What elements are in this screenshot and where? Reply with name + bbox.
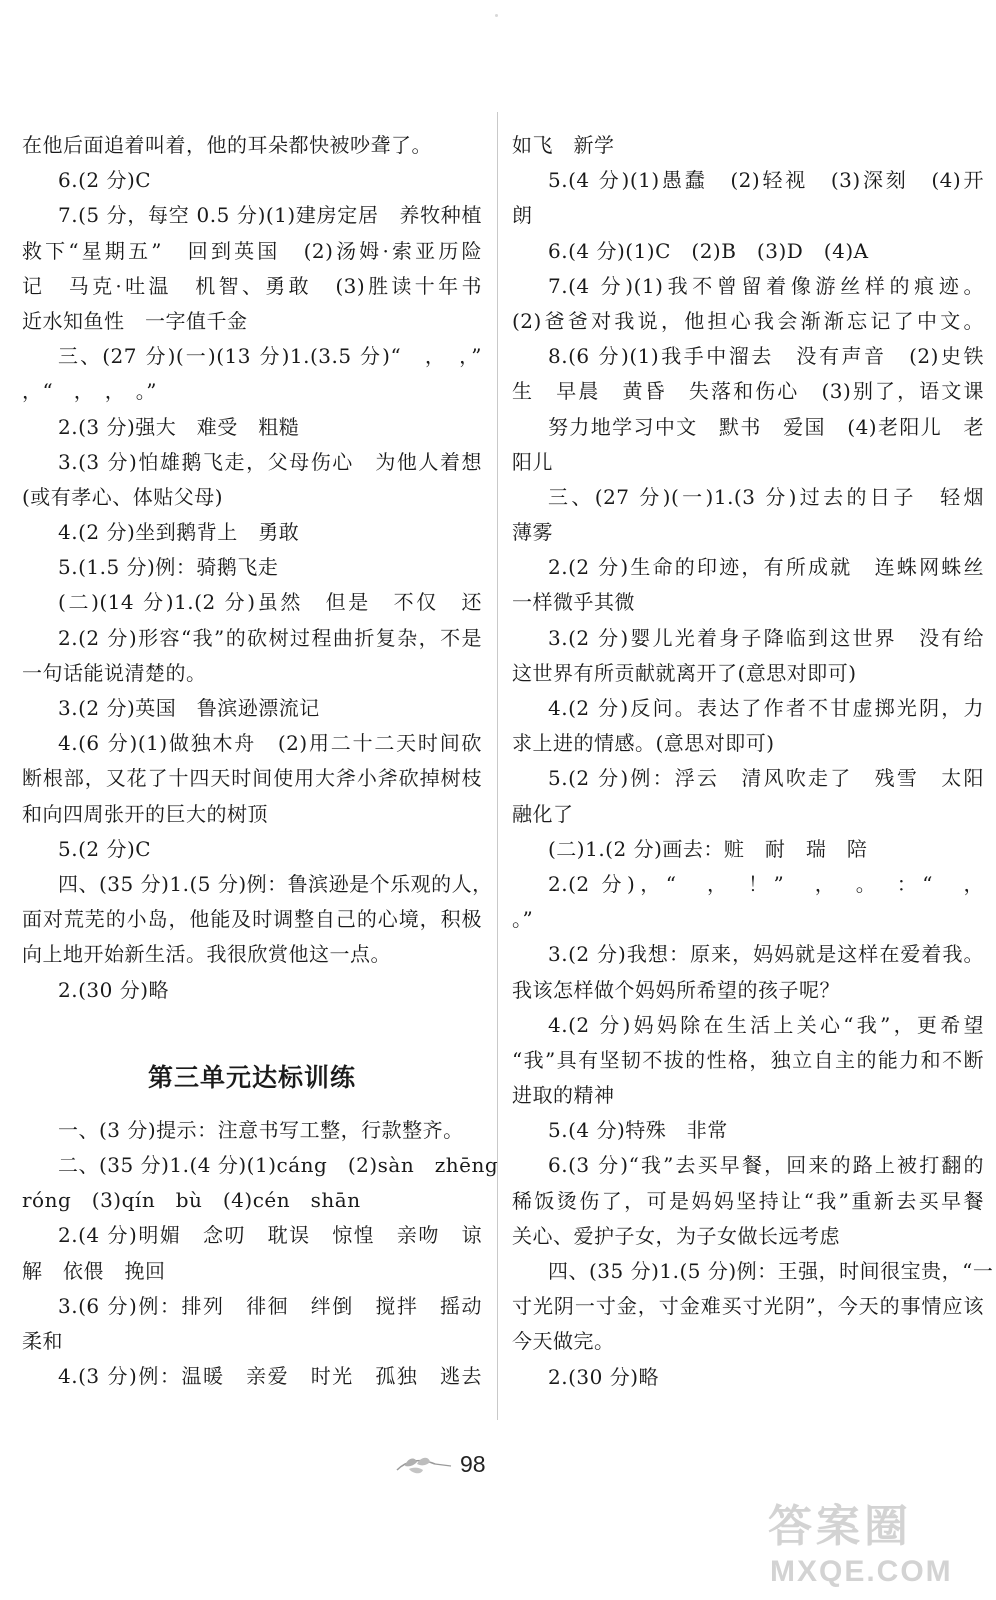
text-line: 2.(30 分)略 <box>58 977 169 1002</box>
text-line: 二、(35 分)1.(4 分)(1)cáng (2)sàn zhēng <box>58 1153 499 1178</box>
text-line: 4.(3 分)例：温暖 亲爱 时光 孤独 逃去 <box>58 1364 482 1389</box>
text-line: (二)1.(2 分)画去：赃 耐 瑞 陪 <box>548 836 868 861</box>
text-line: 2.(30 分)略 <box>548 1364 659 1389</box>
text-line: 4.(2 分)反问。表达了作者不甘虚掷光阴，力 <box>548 696 984 720</box>
text-line: 3.(2 分)我想：原来，妈妈就是这样在爱着我。 <box>548 942 984 967</box>
text-line: 和向四周张开的巨大的树顶 <box>22 801 268 826</box>
text-line: 向上地开始新生活。我很欣赏他这一点。 <box>22 942 391 967</box>
text-line: 2.(2 分)形容“我”的砍树过程曲折复杂，不是 <box>58 625 482 650</box>
text-line: 一句话能说清楚的。 <box>22 660 207 685</box>
text-line: 2.(4 分)明媚 念叨 耽误 惊惶 亲吻 谅 <box>58 1223 482 1248</box>
text-line: 这世界有所贡献就离开了(意思对即可) <box>512 660 857 685</box>
text-line: 2.(2 分)生命的印迹，有所成就 连蛛网蛛丝 <box>548 555 984 580</box>
text-line: 如飞 新学 <box>512 133 615 157</box>
text-line: 关心、爱护子女，为子女做长远考虑 <box>512 1223 840 1248</box>
text-line: 5.(4 分)(1)愚蠢 (2)轻视 (3)深刻 (4)开 <box>548 168 984 193</box>
text-line: 8.(6 分)(1)我手中溜去 没有声音 (2)史铁 <box>548 344 984 369</box>
text-line: 努力地学习中文 默书 爱国 (4)老阳儿 老 <box>548 414 984 439</box>
text-line: 阳儿 <box>512 449 553 474</box>
text-line: 3.(6 分)例：排列 徘徊 绊倒 搅拌 摇动 <box>58 1293 482 1318</box>
text-line: 四、(35 分)1.(5 分)例：鲁滨逊是个乐观的人， <box>58 871 493 896</box>
text-line: 5.(1.5 分)例：骑鹅飞走 <box>58 555 279 580</box>
text-line: 2.(3 分)强大 难受 粗糙 <box>58 414 300 439</box>
text-line: 稀饭烫伤了，可是妈妈坚持让“我”重新去买早餐 <box>512 1188 984 1213</box>
text-line: 柔和 <box>22 1329 63 1353</box>
watermark-english: MXQE.COM <box>770 1555 953 1588</box>
text-line: 生 早晨 黄昏 失落和伤心 (3)别了，语文课 <box>512 379 984 404</box>
text-line: 2.(2 分)，“ ， ！” ， 。 ：“ ， <box>548 871 984 896</box>
text-line: 救下“星期五” 回到英国 (2)汤姆·索亚历险 <box>22 238 482 263</box>
watermark-chinese: 答案圈 <box>768 1501 912 1552</box>
text-line: 朗 <box>512 203 533 228</box>
text-line: (2)爸爸对我说，他担心我会渐渐忘记了中文。 <box>512 308 984 333</box>
text-line: róng (3)qín bù (4)cén shān <box>22 1188 361 1213</box>
text-line: 解 依偎 挽回 <box>22 1258 166 1283</box>
text-line: 。” <box>512 907 534 932</box>
scan-speck <box>495 14 498 17</box>
text-line: 进取的精神 <box>512 1083 615 1108</box>
text-line: 求上进的情感。(意思对即可) <box>512 731 775 756</box>
text-line: 6.(4 分)(1)C (2)B (3)D (4)A <box>548 238 869 263</box>
text-line: 今天做完。 <box>512 1329 615 1354</box>
text-line: 5.(4 分)特殊 非常 <box>548 1118 728 1143</box>
text-line: 三、(27 分)(一)1.(3 分)过去的日子 轻烟 <box>548 484 984 509</box>
left-column <box>22 128 499 1394</box>
text-line: 薄雾 <box>512 520 553 545</box>
text-line: 记 马克·吐温 机智、勇敢 (3)胜读十年书 <box>22 273 482 298</box>
text-line: 5.(2 分)例：浮云 清风吹走了 残雪 太阳 <box>548 766 984 791</box>
text-line: 5.(2 分)C <box>58 836 152 861</box>
text-line: 融化了 <box>512 801 574 826</box>
text-line: ，“ ， ， 。” <box>22 379 157 404</box>
text-line: (或有孝心、体贴父母) <box>22 484 224 509</box>
text-line: 我该怎样做个妈妈所希望的孩子呢？ <box>512 977 840 1002</box>
text-line: 4.(6 分)(1)做独木舟 (2)用二十二天时间砍 <box>58 731 482 756</box>
text-line: 4.(2 分)妈妈除在生活上关心“我”，更希望 <box>548 1012 984 1037</box>
text-line: 三、(27 分)(一)(13 分)1.(3.5 分)“ ， ，” <box>58 344 482 369</box>
text-line: 7.(5 分，每空 0.5 分)(1)建房定居 养牧种植 <box>58 203 482 228</box>
text-line: 一、(3 分)提示：注意书写工整，行款整齐。 <box>58 1117 464 1142</box>
text-line: 断根部，又花了十四天时间使用大斧小斧砍掉树枝 <box>22 766 482 791</box>
text-line: 3.(2 分)英国 鲁滨逊漂流记 <box>58 696 320 720</box>
text-line: (二)(14 分)1.(2 分)虽然 但是 不仅 还 <box>58 590 482 615</box>
text-line: 4.(2 分)坐到鹅背上 勇敢 <box>58 520 300 545</box>
text-line: 3.(3 分)怕雄鹅飞走，父母伤心 为他人着想 <box>58 449 482 474</box>
text-line: 一样微乎其微 <box>512 590 635 615</box>
blank-line <box>22 1008 482 1043</box>
site-watermark <box>760 1500 990 1596</box>
text-line: 6.(2 分)C <box>58 168 152 193</box>
text-line: 四、(35 分)1.(5 分)例：王强，时间很宝贵，“一 <box>548 1259 994 1283</box>
text-line: 在他后面追着叫着，他的耳朵都快被吵聋了。 <box>22 133 432 157</box>
column-divider <box>497 112 498 1420</box>
leaf-ornament-icon <box>395 1452 453 1478</box>
right-column <box>512 128 994 1395</box>
text-line: 面对荒芜的小岛，他能及时调整自己的心境，积极 <box>22 907 482 932</box>
section-title: 第三单元达标训练 <box>147 1062 356 1092</box>
text-line: 6.(3 分)“我”去买早餐，回来的路上被打翻的 <box>548 1153 984 1178</box>
text-line: 3.(2 分)婴儿光着身子降临到这世界 没有给 <box>548 625 984 650</box>
page-footer <box>0 1444 996 1484</box>
page-number: 98 <box>460 1451 486 1477</box>
text-line: 近水知鱼性 一字值千金 <box>22 308 248 333</box>
text-line: 寸光阴一寸金，寸金难买寸光阴”，今天的事情应该 <box>512 1294 984 1319</box>
text-line: “我”具有坚韧不拔的性格，独立自主的能力和不断 <box>512 1047 984 1072</box>
text-line: 7.(4 分)(1)我不曾留着像游丝样的痕迹。 <box>548 273 984 298</box>
